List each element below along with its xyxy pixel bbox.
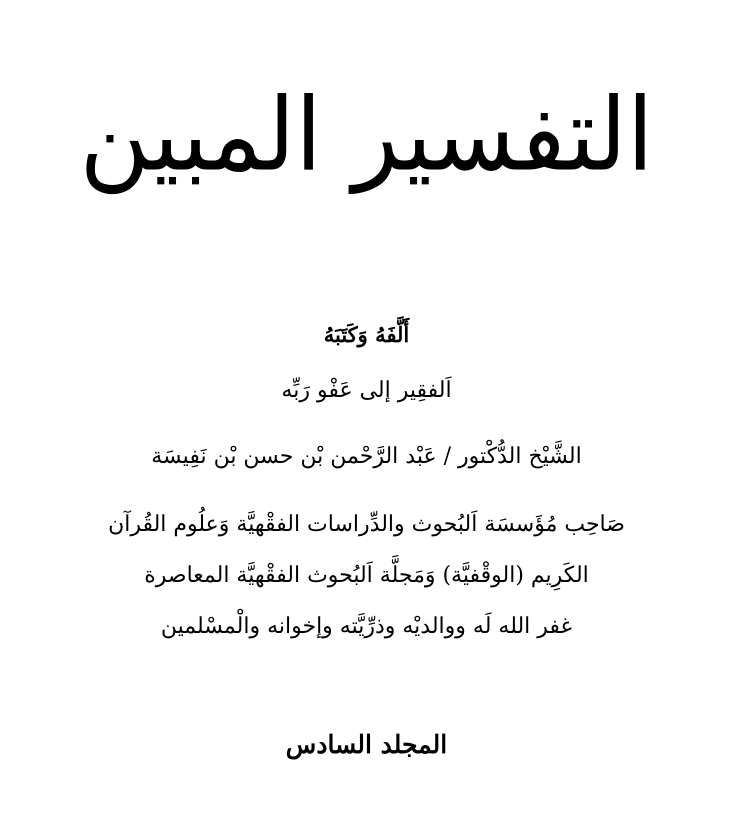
authored-by-label: أَلَّفَهُ وَكَتَبَهُ: [323, 322, 410, 347]
prayer-line: غفر الله لَه ووالديْه وذرِّيَّته وإخوانه والْمسْلمين: [160, 614, 573, 639]
author-description-line-1: صَاحِب مُؤَسسَة اَلبُحوث والدِّراسات الفقْهيَّة وَعلُوم القُرآن: [108, 512, 625, 537]
volume-label: المجلد السادس: [285, 730, 448, 759]
author-name: الشَّيْخ الدُّكْتور / عَبْد الرَّحْمن بْن حسن بْن نَفِيسَة: [151, 444, 582, 469]
author-description-line-2: الكَرِيم (الوقْفيَّة) وَمَجلَّة اَلبُحوث الفقْهيَّة المعاصرة: [144, 563, 589, 588]
poor-servant-line: اَلفقِير إلى عَفْو رَبِّه: [281, 378, 452, 403]
book-title: التفسير المبين: [79, 76, 654, 194]
